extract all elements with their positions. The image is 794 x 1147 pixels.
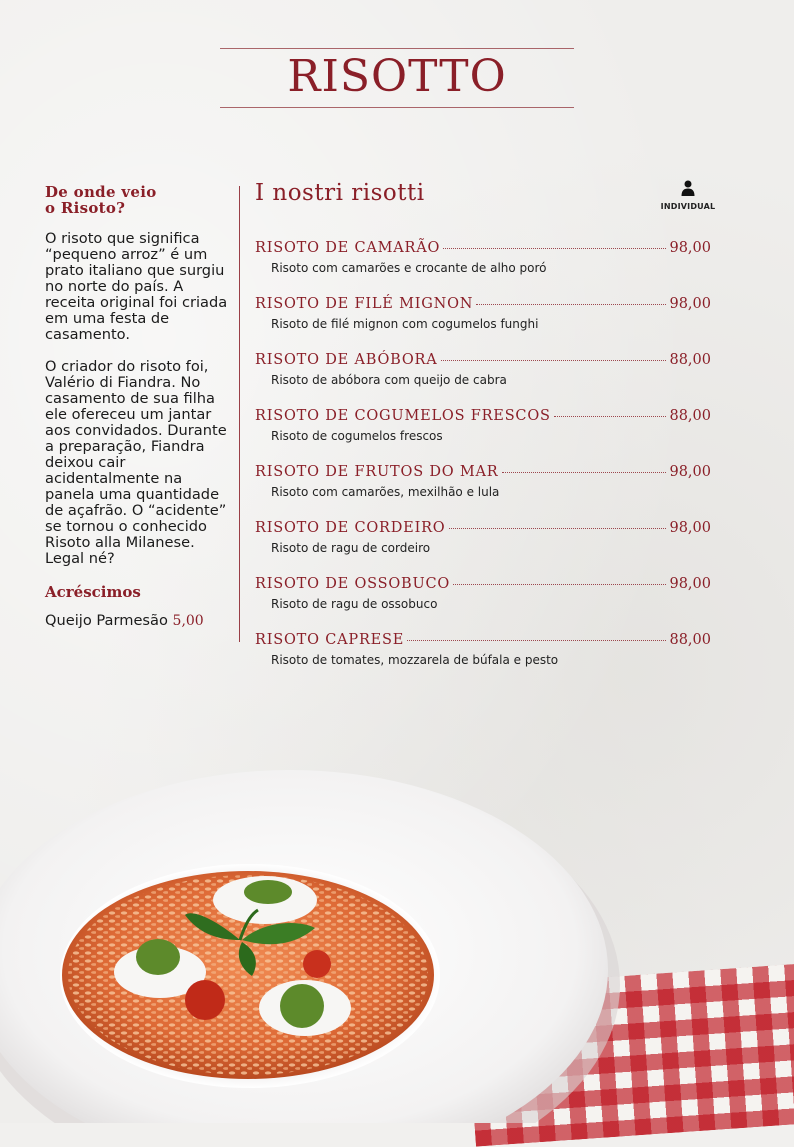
menu-item-price: 88,00 [669,352,711,368]
pesto [136,939,180,975]
tomato [185,980,225,1020]
menu-item-name: RISOTO CAPRESE [255,632,405,648]
column-divider [239,186,240,642]
menu-item-name: RISOTO DE OSSOBUCO [255,576,451,592]
menu-item-description: Risoto com camarões e crocante de alho poró [271,261,547,275]
menu-item-price: 98,00 [669,296,711,312]
menu-item-description: Risoto com camarões, mexilhão e lula [271,485,500,499]
dot-leader [502,472,667,473]
pesto [280,984,324,1028]
title-block [220,48,574,108]
dot-leader [476,304,666,305]
menu-item-price: 88,00 [669,408,711,424]
menu-item [255,632,711,688]
page-title: RISOTTO [287,51,507,102]
menu-item-name: RISOTO DE FRUTOS DO MAR [255,464,499,480]
menu-list [255,240,711,688]
origin-column [45,184,235,629]
menu-item-name: RISOTO DE COGUMELOS FRESCOS [255,408,551,424]
menu-item-price: 98,00 [669,520,711,536]
menu-item-description: Risoto de filé mignon com cogumelos funghi [271,317,539,331]
menu-item-price: 98,00 [669,576,711,592]
menu-item-price: 88,00 [669,632,711,648]
menu-item-description: Risoto de ragu de cordeiro [271,541,431,555]
extra-item-price: 5,00 [172,613,204,629]
extra-item [45,613,235,629]
menu-item-description: Risoto de tomates, mozzarela de búfala e pesto [271,653,559,667]
individual-column-header [656,180,720,211]
menu-item [255,296,711,352]
origin-paragraph-1: O risoto que significa “pequeno arroz” é um prato italiano que surgiu no norte do país. A receita original foi criada em uma festa de casamento. [45,230,228,343]
dot-leader [453,584,666,585]
extra-item-name: Queijo Parmesão [45,612,168,629]
menu-item [255,352,711,408]
risotto-plate-illustration [0,750,620,1123]
origin-paragraph-2: O criador do risoto foi, Valério di Fiandra. No casamento de sua filha ele ofereceu um jantar aos convidados. Durante a preparação, Fiandra deixou cair acidentalmente na panela uma quantidade de açafrão. O “acidente” se tornou o conhecido Risoto alla Milanese. Legal né? [45,358,227,567]
dot-leader [443,248,666,249]
menu-item-price: 98,00 [669,464,711,480]
menu-item-name: RISOTO DE CAMARÃO [255,240,441,256]
title-rule-bottom [220,107,574,108]
menu-item-description: Risoto de abóbora com queijo de cabra [271,373,507,387]
risotto-photo [0,750,620,1123]
menu-item-description: Risoto de ragu de ossobuco [271,597,438,611]
extras-title: Acréscimos [45,583,141,601]
menu-item-name: RISOTO DE CORDEIRO [255,520,446,536]
individual-label: INDIVIDUAL [660,202,716,211]
menu-item-name: RISOTO DE FILÉ MIGNON [255,296,474,312]
origin-title-line-1: De onde veio [45,183,157,201]
menu-item-price: 98,00 [669,240,711,256]
pesto [244,880,292,904]
dot-leader [407,640,666,641]
title-rule-top [220,48,574,49]
menu-item [255,464,711,520]
origin-title [45,184,235,216]
origin-title-line-2: o Risoto? [45,199,126,217]
menu-item [255,408,711,464]
tomato [303,950,331,978]
person-icon [681,180,695,196]
dot-leader [441,360,667,361]
menu-item [255,240,711,296]
menu-item [255,520,711,576]
menu-item-name: RISOTO DE ABÓBORA [255,352,438,368]
menu-item [255,576,711,632]
menu-heading: I nostri risotti [255,180,425,206]
dot-leader [554,416,667,417]
menu-item-description: Risoto de cogumelos frescos [271,429,443,443]
dot-leader [449,528,667,529]
